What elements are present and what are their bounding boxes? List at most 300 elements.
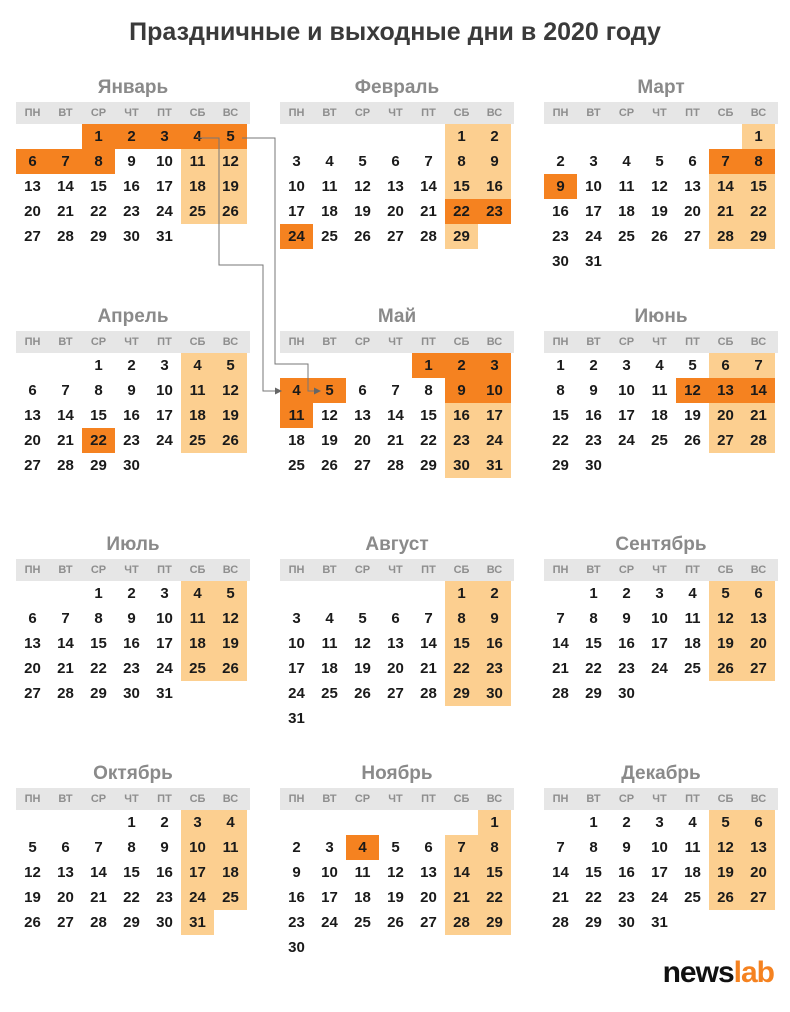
holiday-day-cell: 12: [676, 378, 709, 403]
weekday-label: СР: [90, 107, 107, 119]
day-cell: 29: [90, 228, 107, 245]
empty-cell: [379, 353, 412, 378]
day-cell: 29: [552, 457, 569, 474]
weekday-label: ПН: [24, 336, 41, 348]
weekend-day-cell: 18: [181, 174, 214, 199]
day-cell: 11: [321, 635, 338, 652]
weekend-day-cell: 19: [214, 631, 247, 656]
day-cell: 8: [94, 382, 103, 399]
day-cell: 3: [292, 610, 301, 627]
day-cell: 17: [618, 407, 635, 424]
weekday-label: ЧТ: [124, 336, 139, 348]
day-cell: 20: [420, 889, 437, 906]
day-cell: 18: [684, 635, 701, 652]
weekday-label: СР: [90, 336, 107, 348]
holiday-day-cell: 6: [16, 149, 49, 174]
day-cell: 29: [585, 914, 602, 931]
month-name: Январь: [97, 77, 169, 98]
day-cell: 17: [156, 407, 173, 424]
weekend-day-cell: 20: [742, 631, 775, 656]
days-grid: [280, 810, 514, 960]
empty-cell: [16, 353, 49, 378]
day-cell: 22: [585, 660, 602, 677]
weekend-day-cell: 27: [742, 656, 775, 681]
weekend-day-cell: 23: [445, 428, 478, 453]
day-cell: 16: [585, 407, 602, 424]
day-cell: 14: [552, 635, 569, 652]
weekday-label: ПН: [24, 793, 41, 805]
day-cell: 5: [688, 357, 697, 374]
day-cell: 21: [552, 889, 569, 906]
day-cell: 26: [24, 914, 41, 931]
weekday-label: ПТ: [685, 336, 700, 348]
weekday-label: СБ: [189, 793, 206, 805]
holiday-day-cell: 4: [181, 124, 214, 149]
weekend-day-cell: 26: [214, 656, 247, 681]
day-cell: 26: [387, 914, 404, 931]
day-cell: 26: [321, 457, 338, 474]
empty-cell: [544, 810, 577, 835]
weekend-day-cell: 24: [478, 428, 511, 453]
weekday-label: ВС: [750, 564, 767, 576]
weekday-label: ВС: [222, 564, 239, 576]
day-cell: 29: [90, 457, 107, 474]
weekend-day-cell: 5: [214, 581, 247, 606]
day-cell: 28: [387, 457, 404, 474]
weekday-label: ВТ: [58, 793, 73, 805]
day-cell: 30: [618, 685, 635, 702]
day-cell: 6: [391, 153, 400, 170]
weekday-label: ПТ: [685, 564, 700, 576]
empty-cell: [643, 124, 676, 149]
day-cell: 31: [651, 914, 668, 931]
day-cell: 11: [651, 382, 668, 399]
day-cell: 13: [24, 178, 41, 195]
weekend-day-cell: 31: [478, 453, 511, 478]
day-cell: 15: [420, 407, 437, 424]
day-cell: 31: [288, 710, 305, 727]
day-cell: 11: [354, 864, 371, 881]
empty-cell: [280, 124, 313, 149]
day-cell: 19: [354, 203, 371, 220]
holiday-day-cell: 5: [214, 124, 247, 149]
weekend-day-cell: 11: [181, 606, 214, 631]
day-cell: 30: [123, 228, 140, 245]
day-cell: 6: [358, 382, 367, 399]
weekend-day-cell: 29: [445, 681, 478, 706]
weekday-label: ВТ: [586, 336, 601, 348]
holiday-day-cell: 4: [346, 835, 379, 860]
weekend-day-cell: 12: [214, 149, 247, 174]
day-cell: 31: [156, 685, 173, 702]
day-cell: 9: [160, 839, 169, 856]
day-cell: 2: [127, 585, 136, 602]
day-cell: 4: [688, 585, 697, 602]
weekend-day-cell: 25: [181, 199, 214, 224]
empty-cell: [379, 124, 412, 149]
day-cell: 4: [655, 357, 664, 374]
day-cell: 12: [354, 635, 371, 652]
day-cell: 10: [288, 178, 305, 195]
day-cell: 30: [618, 914, 635, 931]
month-name: Март: [637, 77, 685, 98]
day-cell: 10: [618, 382, 635, 399]
day-cell: 18: [618, 203, 635, 220]
weekday-label: ВС: [486, 564, 503, 576]
day-cell: 7: [556, 610, 565, 627]
day-cell: 27: [24, 228, 41, 245]
day-cell: 1: [589, 814, 598, 831]
day-cell: 3: [160, 357, 169, 374]
day-cell: 5: [391, 839, 400, 856]
month-name: Февраль: [354, 77, 440, 98]
empty-cell: [82, 810, 115, 835]
weekend-day-cell: 19: [709, 860, 742, 885]
weekday-label: ПН: [552, 107, 569, 119]
weekday-label: СР: [618, 793, 635, 805]
day-cell: 26: [684, 432, 701, 449]
weekday-label: СР: [618, 336, 635, 348]
weekend-day-cell: 29: [478, 910, 511, 935]
day-cell: 17: [288, 660, 305, 677]
day-cell: 1: [589, 585, 598, 602]
day-cell: 7: [424, 153, 433, 170]
day-cell: 31: [585, 253, 602, 270]
day-cell: 27: [24, 457, 41, 474]
month-name: Май: [377, 306, 417, 327]
weekday-label: СБ: [189, 336, 206, 348]
weekday-header: [280, 102, 514, 124]
weekday-label: ВТ: [58, 336, 73, 348]
day-cell: 19: [684, 407, 701, 424]
day-cell: 17: [156, 178, 173, 195]
empty-cell: [16, 124, 49, 149]
day-cell: 10: [156, 610, 173, 627]
weekend-day-cell: 15: [445, 631, 478, 656]
day-cell: 18: [354, 889, 371, 906]
weekend-day-cell: 5: [709, 810, 742, 835]
weekday-label: ВТ: [58, 107, 73, 119]
holiday-day-cell: 8: [82, 149, 115, 174]
empty-cell: [346, 810, 379, 835]
day-cell: 26: [354, 685, 371, 702]
holiday-day-cell: 23: [478, 199, 511, 224]
weekday-label: ПН: [552, 793, 569, 805]
weekend-day-cell: 17: [478, 403, 511, 428]
day-cell: 22: [585, 889, 602, 906]
day-cell: 27: [387, 685, 404, 702]
day-cell: 16: [123, 178, 140, 195]
weekend-day-cell: 5: [709, 581, 742, 606]
weekend-day-cell: 21: [742, 403, 775, 428]
weekday-label: СБ: [189, 564, 206, 576]
weekday-label: ВТ: [322, 793, 337, 805]
day-cell: 21: [552, 660, 569, 677]
days-grid: [544, 810, 778, 935]
weekend-day-cell: 4: [181, 353, 214, 378]
empty-cell: [313, 810, 346, 835]
day-cell: 24: [156, 203, 173, 220]
weekend-day-cell: 26: [709, 885, 742, 910]
weekday-header: [544, 102, 778, 124]
weekend-day-cell: 8: [445, 149, 478, 174]
empty-cell: [49, 124, 82, 149]
day-cell: 30: [585, 457, 602, 474]
weekend-day-cell: 1: [445, 581, 478, 606]
day-cell: 28: [420, 685, 437, 702]
empty-cell: [346, 581, 379, 606]
day-cell: 24: [651, 889, 668, 906]
day-cell: 21: [90, 889, 107, 906]
day-cell: 11: [684, 839, 701, 856]
weekend-day-cell: 30: [478, 681, 511, 706]
day-cell: 30: [288, 939, 305, 956]
weekday-label: ВС: [222, 336, 239, 348]
holiday-day-cell: 8: [742, 149, 775, 174]
weekend-day-cell: 22: [742, 199, 775, 224]
weekend-day-cell: 24: [181, 885, 214, 910]
days-grid: [16, 353, 250, 478]
day-cell: 7: [391, 382, 400, 399]
day-cell: 2: [622, 814, 631, 831]
day-cell: 3: [622, 357, 631, 374]
day-cell: 29: [585, 685, 602, 702]
weekday-label: СР: [354, 107, 371, 119]
weekday-label: ЧТ: [124, 107, 139, 119]
day-cell: 5: [655, 153, 664, 170]
weekend-day-cell: 22: [478, 885, 511, 910]
day-cell: 23: [618, 889, 635, 906]
day-cell: 24: [156, 432, 173, 449]
weekend-day-cell: 4: [181, 581, 214, 606]
weekday-header: [280, 559, 514, 581]
day-cell: 23: [618, 660, 635, 677]
day-cell: 8: [556, 382, 565, 399]
weekday-label: ПТ: [685, 107, 700, 119]
empty-cell: [313, 581, 346, 606]
weekend-day-cell: 3: [181, 810, 214, 835]
day-cell: 27: [354, 457, 371, 474]
day-cell: 28: [90, 914, 107, 931]
day-cell: 10: [651, 839, 668, 856]
weekday-label: ЧТ: [388, 793, 403, 805]
weekday-label: ЧТ: [124, 793, 139, 805]
day-cell: 24: [651, 660, 668, 677]
day-cell: 24: [321, 914, 338, 931]
day-cell: 10: [585, 178, 602, 195]
day-cell: 15: [90, 635, 107, 652]
day-cell: 1: [94, 357, 103, 374]
weekend-day-cell: 2: [478, 124, 511, 149]
weekday-label: СБ: [453, 564, 470, 576]
day-cell: 28: [57, 685, 74, 702]
day-cell: 30: [123, 685, 140, 702]
day-cell: 13: [57, 864, 74, 881]
empty-cell: [346, 124, 379, 149]
day-cell: 27: [57, 914, 74, 931]
weekend-day-cell: 31: [181, 910, 214, 935]
day-cell: 7: [94, 839, 103, 856]
day-cell: 14: [420, 635, 437, 652]
weekday-label: СБ: [453, 793, 470, 805]
day-cell: 18: [321, 660, 338, 677]
day-cell: 20: [24, 432, 41, 449]
empty-cell: [544, 581, 577, 606]
weekday-label: ПН: [552, 336, 569, 348]
day-cell: 4: [622, 153, 631, 170]
day-cell: 2: [292, 839, 301, 856]
weekend-day-cell: 21: [709, 199, 742, 224]
day-cell: 9: [622, 610, 631, 627]
weekend-day-cell: 15: [445, 174, 478, 199]
weekend-day-cell: 16: [445, 403, 478, 428]
day-cell: 3: [589, 153, 598, 170]
day-cell: 3: [655, 814, 664, 831]
weekend-day-cell: 8: [478, 835, 511, 860]
day-cell: 14: [57, 635, 74, 652]
day-cell: 9: [127, 382, 136, 399]
empty-cell: [313, 353, 346, 378]
day-cell: 28: [552, 914, 569, 931]
day-cell: 28: [57, 457, 74, 474]
holiday-day-cell: 24: [280, 224, 313, 249]
weekday-label: СБ: [717, 336, 734, 348]
day-cell: 21: [387, 432, 404, 449]
day-cell: 13: [354, 407, 371, 424]
day-cell: 15: [585, 864, 602, 881]
weekend-day-cell: 6: [742, 810, 775, 835]
weekend-day-cell: 23: [478, 656, 511, 681]
empty-cell: [16, 581, 49, 606]
weekday-label: ВТ: [322, 107, 337, 119]
weekday-label: ВТ: [586, 107, 601, 119]
weekday-label: ВТ: [322, 336, 337, 348]
day-cell: 9: [127, 610, 136, 627]
weekday-label: СР: [618, 107, 635, 119]
day-cell: 9: [292, 864, 301, 881]
weekday-label: ЧТ: [124, 564, 139, 576]
day-cell: 14: [420, 178, 437, 195]
day-cell: 16: [618, 635, 635, 652]
day-cell: 8: [589, 610, 598, 627]
day-cell: 23: [552, 228, 569, 245]
day-cell: 24: [585, 228, 602, 245]
weekend-day-cell: 9: [478, 149, 511, 174]
day-cell: 9: [127, 153, 136, 170]
day-cell: 14: [57, 178, 74, 195]
weekday-label: ВС: [750, 793, 767, 805]
day-cell: 11: [684, 610, 701, 627]
weekday-label: ВС: [750, 107, 767, 119]
weekday-label: СБ: [717, 793, 734, 805]
day-cell: 22: [90, 660, 107, 677]
weekday-label: СР: [618, 564, 635, 576]
weekend-day-cell: 12: [214, 606, 247, 631]
day-cell: 9: [622, 839, 631, 856]
day-cell: 5: [358, 153, 367, 170]
weekday-label: ВТ: [586, 564, 601, 576]
day-cell: 20: [24, 203, 41, 220]
day-cell: 3: [292, 153, 301, 170]
month-3: [544, 76, 778, 274]
day-cell: 2: [556, 153, 565, 170]
weekday-label: ЧТ: [652, 107, 667, 119]
days-grid: [280, 124, 514, 249]
day-cell: 10: [288, 635, 305, 652]
day-cell: 4: [325, 153, 334, 170]
day-cell: 29: [90, 685, 107, 702]
day-cell: 17: [156, 635, 173, 652]
holiday-day-cell: 22: [445, 199, 478, 224]
holiday-day-cell: 3: [478, 353, 511, 378]
day-cell: 19: [651, 203, 668, 220]
empty-cell: [280, 353, 313, 378]
day-cell: 29: [420, 457, 437, 474]
day-cell: 21: [57, 432, 74, 449]
day-cell: 10: [651, 610, 668, 627]
day-cell: 23: [156, 889, 173, 906]
weekday-label: ЧТ: [388, 336, 403, 348]
weekday-label: ВТ: [586, 793, 601, 805]
day-cell: 19: [387, 889, 404, 906]
weekday-label: СР: [354, 564, 371, 576]
day-cell: 23: [123, 203, 140, 220]
weekend-day-cell: 10: [181, 835, 214, 860]
day-cell: 7: [61, 382, 70, 399]
weekend-day-cell: 25: [214, 885, 247, 910]
day-cell: 22: [552, 432, 569, 449]
month-11: [280, 762, 514, 960]
day-cell: 14: [90, 864, 107, 881]
days-grid: [544, 124, 778, 274]
holiday-day-cell: 11: [280, 403, 313, 428]
weekday-label: ВТ: [58, 564, 73, 576]
day-cell: 1: [556, 357, 565, 374]
day-cell: 30: [552, 253, 569, 270]
weekend-day-cell: 2: [478, 581, 511, 606]
day-cell: 26: [354, 228, 371, 245]
weekday-label: ВС: [750, 336, 767, 348]
day-cell: 8: [94, 610, 103, 627]
empty-cell: [412, 124, 445, 149]
day-cell: 6: [391, 610, 400, 627]
day-cell: 13: [387, 635, 404, 652]
month-9: [544, 533, 778, 706]
weekend-day-cell: 26: [214, 428, 247, 453]
month-10: [16, 762, 250, 935]
day-cell: 28: [552, 685, 569, 702]
weekday-label: ПТ: [421, 336, 436, 348]
weekday-label: ПТ: [157, 336, 172, 348]
weekend-day-cell: 30: [445, 453, 478, 478]
weekday-label: СР: [354, 793, 371, 805]
page-title: Праздничные и выходные дни в 2020 году: [129, 18, 661, 46]
day-cell: 16: [552, 203, 569, 220]
weekend-day-cell: 14: [445, 860, 478, 885]
day-cell: 13: [387, 178, 404, 195]
empty-cell: [379, 810, 412, 835]
day-cell: 18: [651, 407, 668, 424]
weekday-label: ВС: [486, 793, 503, 805]
weekday-label: СР: [90, 793, 107, 805]
weekday-header: [16, 331, 250, 353]
weekend-day-cell: 7: [742, 353, 775, 378]
weekend-day-cell: 26: [709, 656, 742, 681]
empty-cell: [445, 810, 478, 835]
day-cell: 14: [387, 407, 404, 424]
month-name: Декабрь: [621, 763, 701, 784]
day-cell: 10: [321, 864, 338, 881]
